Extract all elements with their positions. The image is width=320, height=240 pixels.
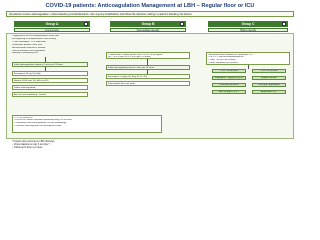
subtitle-banner: All patients receive anticoagulation, unless bleeding contraindications. Use 4-group stratification and follow the decision making in patient’s bleeding risk factors: [6, 11, 294, 17]
criteria-line: • All patients with confirmed or suspected VTE: [208, 53, 253, 56]
criteria-line: • PE, DVT, arterial thromboembolism: [208, 56, 244, 59]
group-c-left-cell: Enoxaparin 1 mg/kg SQ q12h: [212, 76, 246, 80]
group-b-alt-dose-box: Intermediate dose per team: [106, 81, 190, 86]
flow-arrow: [248, 65, 249, 69]
criteria-line: • Hypotheses are no thromboembolic event from: [12, 35, 59, 37]
checkbox-icon: [180, 22, 184, 26]
footnote: – Check platelets on day 3 and day 7: [12, 144, 50, 146]
group-c-right-cell: Heparin infusion: [252, 76, 286, 80]
group-a-dose-box: Enoxaparin 40 mg SQ daily: [12, 71, 88, 76]
icu-considerations: [12, 115, 162, 133]
criteria-line: • Plain Fibrinogen – ICU admission: [12, 40, 46, 43]
group-a-intensity: Low intensity: [14, 28, 90, 32]
criteria-line: documentation entered as needed: [12, 46, 46, 49]
group-a-monitor-box: Anti-Xa level monitoring / consult: [12, 92, 88, 97]
criteria-line: • Patient with D-dimer greater than 3.0 (≥ 6 ULN) mg/mL: [108, 53, 163, 56]
checkbox-icon: [84, 22, 88, 26]
criteria-line: • CRRT / ECMO line clotting: [208, 59, 236, 62]
group-a-follow-box: Follow anticoagulation: [12, 85, 88, 90]
group-c-left-cell: Anti-Xa goal 0.3–0.7: [212, 90, 246, 94]
group-b-criteria: [106, 52, 190, 59]
criteria-line: ordering of laboratory tests: [12, 52, 39, 55]
page-title: COVID-19 patients: Anticoagulation Management at LBH – Regular floor or ICU: [45, 3, 255, 9]
group-a-initial-box: Initial anticoagulation (options) / units per 24 hours: [12, 62, 88, 67]
group-c-left-cell: CrCl > 30 mL/min: [212, 69, 246, 73]
group-b-dose-box: Enoxaparin 1 mg/kg SQ daily (CrCl <30): [106, 74, 190, 79]
group-c-criteria: [206, 52, 290, 65]
checkbox-icon: [282, 22, 286, 26]
group-a-criteria: [12, 35, 92, 55]
group-c-right-cell: CrCl ≤ 30 mL/min: [252, 69, 286, 73]
group-a-alt-dose-box: Heparin 5000 units SQ q8h or q12h: [12, 78, 88, 83]
group-c-right-cell: UFH drip / Argatroban: [252, 83, 286, 87]
criteria-line: (or… in ICU plus FiO2 ≥ 50% per ICU team): [108, 56, 151, 59]
icu-line: • Consider anticoagulation at discharge per team: [14, 125, 62, 128]
footnote: – Follow-up D-dimer per team: [12, 147, 43, 149]
group-b-intensity: Intermediate intensity: [110, 28, 186, 32]
criteria-line: • A baseline platelet count, with: [12, 43, 43, 46]
footnote: * Heparin drip protocol per LBH pharmacy: [12, 141, 55, 143]
icu-line: • For risk of D-dimer elevation monitored every 24–48 hours: [14, 119, 72, 122]
group-b-header: Group B: [110, 21, 186, 27]
criteria-line: the beginning of hospitalization in the territory: [12, 37, 57, 40]
group-c-header: Group C: [208, 21, 288, 27]
criteria-line: • All consultations and coagulation: [12, 49, 46, 52]
group-c-right-cell: Argatroban / HIT: [252, 90, 286, 94]
icu-heading: ICU considerations:: [14, 116, 34, 119]
group-b-initial-box: Initial anticoagulation doses / units per 24 hours: [106, 65, 190, 70]
group-c-left-cell: UFH drip (no bolus): [212, 83, 246, 87]
footnotes: [12, 141, 162, 150]
group-c-intensity: Higher intensity: [208, 28, 288, 32]
group-a-header: Group A: [14, 21, 90, 27]
criteria-line: • Other indications for full dose: [208, 62, 238, 65]
icu-line: • If bleeding: hold anticoagulation, consult hematology: [14, 122, 67, 125]
